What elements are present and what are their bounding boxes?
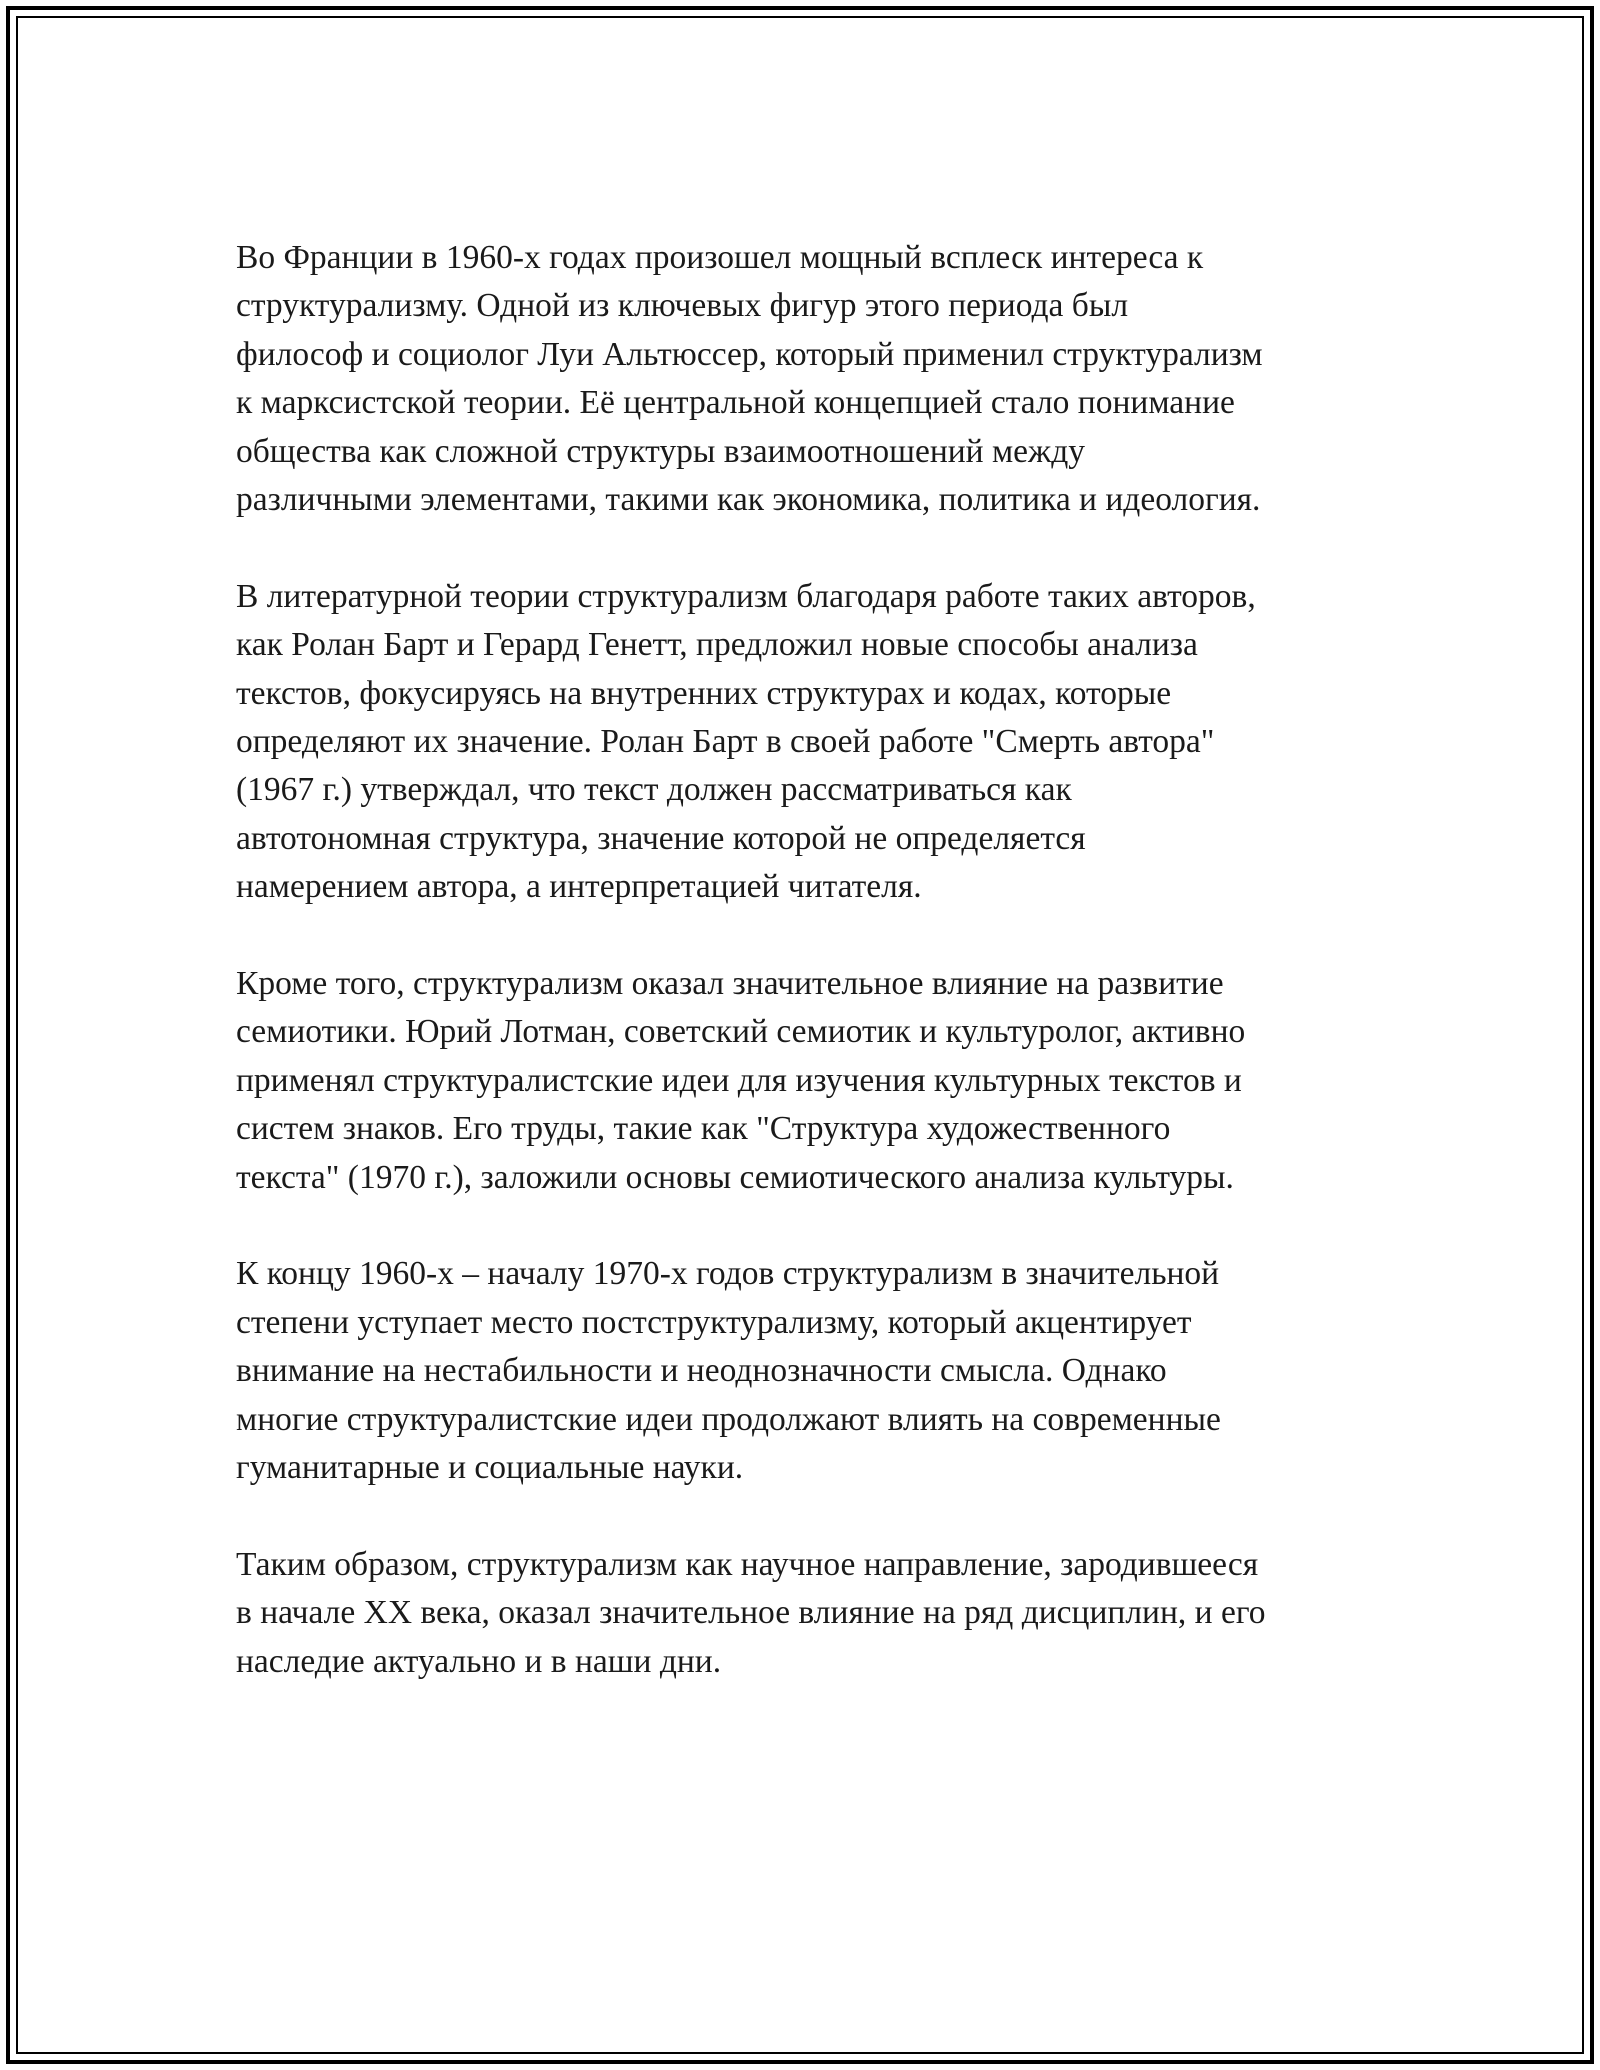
- text-line: намерением автора, а интерпретацией читателя.: [236, 868, 922, 906]
- text-line: текста" (1970 г.), заложили основы семиотического анализа культуры.: [236, 1158, 1234, 1196]
- text-line: наследие актуально и в наши дни.: [236, 1642, 722, 1680]
- text-line: многие структуралистские идеи продолжают влиять на современные: [236, 1400, 1221, 1438]
- text-line: структурализму. Одной из ключевых фигур этого периода был: [236, 287, 1129, 325]
- paragraph-4: [236, 1250, 1416, 1492]
- text-line: (1967 г.) утверждал, что текст должен рассматриваться как: [236, 771, 1072, 809]
- text-line: в начале XX века, оказал значительное влияние на ряд дисциплин, и его: [236, 1594, 1266, 1632]
- text-line: различными элементами, такими как экономика, политика и идеология.: [236, 481, 1261, 519]
- text-line: философ и социолог Луи Альтюссер, который применил структурализм: [236, 335, 1263, 373]
- text-line: Кроме того, структурализм оказал значительное влияние на развитие: [236, 965, 1224, 1003]
- paragraph-3: [236, 960, 1416, 1202]
- text-line: Во Франции в 1960-х годах произошел мощный всплеск интереса к: [236, 239, 1204, 276]
- paragraph-5: [236, 1541, 1416, 1686]
- text-line: семиотики. Юрий Лотман, советский семиотик и культуролог, активно: [236, 1013, 1246, 1051]
- text-line: степени уступает место постструктурализму, который акцентирует: [236, 1303, 1192, 1341]
- document-body: [236, 234, 1416, 1686]
- paragraph-2: [236, 573, 1416, 912]
- text-line: как Ролан Барт и Герард Генетт, предложил новые способы анализа: [236, 626, 1198, 664]
- text-line: общества как сложной структуры взаимоотношений между: [236, 432, 1085, 470]
- text-line: систем знаков. Его труды, такие как "Структура художественного: [236, 1110, 1171, 1148]
- text-line: гуманитарные и социальные науки.: [236, 1449, 744, 1487]
- text-line: применял структуралистские идеи для изучения культурных текстов и: [236, 1061, 1242, 1099]
- text-line: к марксистской теории. Её центральной концепцией стало понимание: [236, 384, 1235, 422]
- text-line: Таким образом, структурализм как научное направление, зародившееся: [236, 1545, 1259, 1583]
- paragraph-1: [236, 234, 1416, 524]
- text-line: внимание на нестабильности и неоднозначности смысла. Однако: [236, 1352, 1167, 1390]
- text-line: В литературной теории структурализм благодаря работе таких авторов,: [236, 577, 1256, 615]
- text-line: текстов, фокусируясь на внутренних структурах и кодах, которые: [236, 674, 1172, 712]
- text-line: К концу 1960-х – началу 1970-х годов структурализм в значительной: [236, 1255, 1220, 1293]
- text-line: автотономная структура, значение которой не определяется: [236, 819, 1086, 857]
- text-line: определяют их значение. Ролан Барт в своей работе "Смерть автора": [236, 723, 1215, 761]
